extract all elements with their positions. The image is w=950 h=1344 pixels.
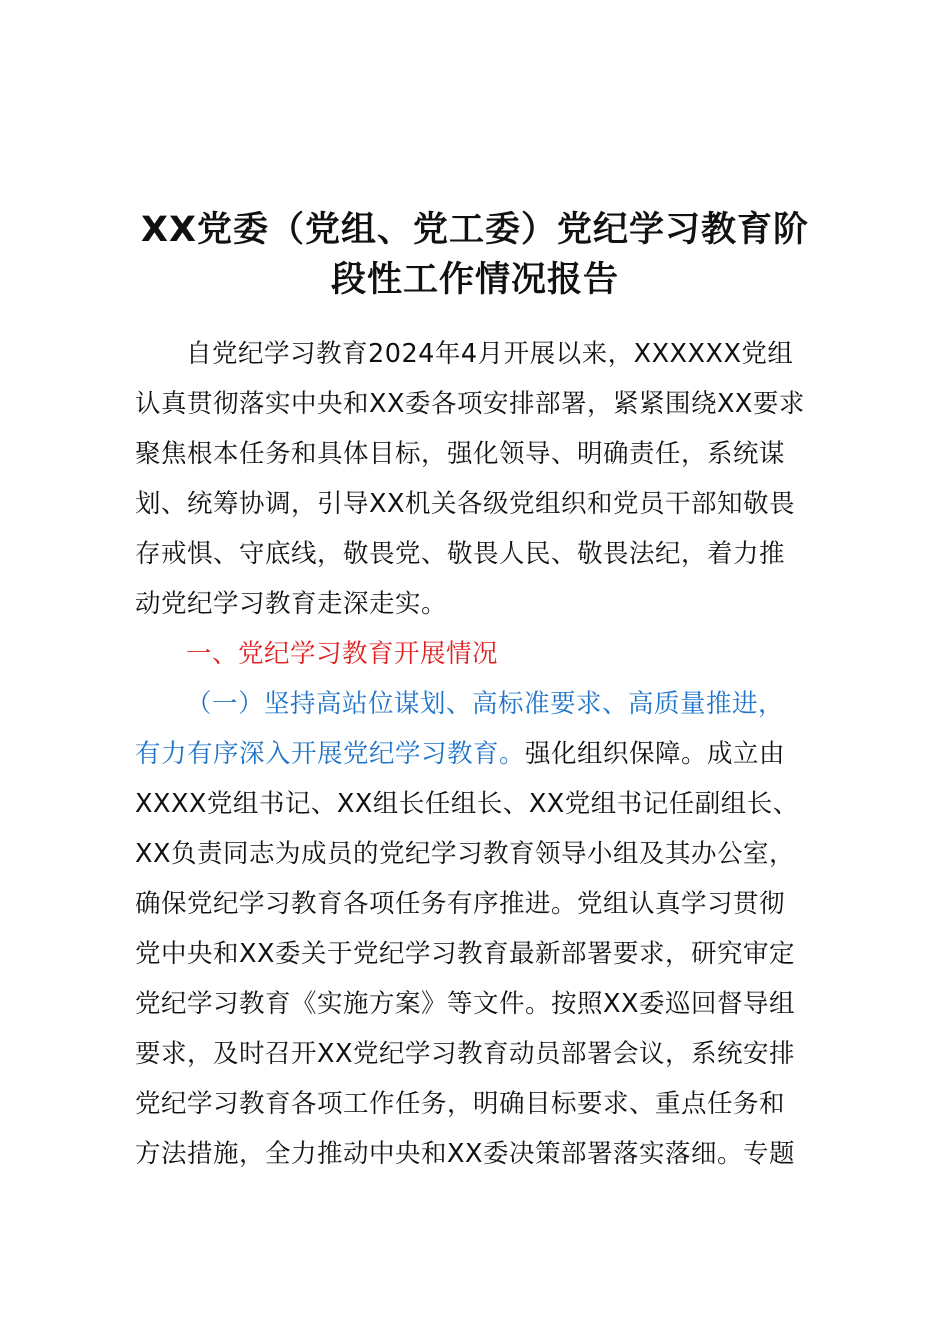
paragraph-line: 党中央和XX委关于党纪学习教育最新部署要求，研究审定 bbox=[135, 939, 795, 969]
paragraph-line: 党纪学习教育各项工作任务，明确目标要求、重点任务和 bbox=[135, 1089, 786, 1119]
paragraph-line bbox=[135, 739, 785, 769]
paragraph-line: 方法措施，全力推动中央和XX委决策部署落实落细。专题 bbox=[135, 1139, 795, 1169]
paragraph-text: 强化组织保障。成立由 bbox=[525, 739, 786, 769]
paragraph-line: 划、统筹协调，引导XX机关各级党组织和党员干部知敬畏 bbox=[135, 489, 795, 519]
paragraph-line: 动党纪学习教育走深走实。 bbox=[135, 589, 448, 619]
paragraph-line: 要求，及时召开XX党纪学习教育动员部署会议，系统安排 bbox=[135, 1039, 795, 1069]
paragraph-line: 聚焦根本任务和具体目标，强化领导、明确责任，系统谋 bbox=[135, 439, 786, 469]
subsection-heading-continued: 有力有序深入开展党纪学习教育。 bbox=[135, 739, 526, 769]
paragraph-line: XX负责同志为成员的党纪学习教育领导小组及其办公室， bbox=[135, 839, 795, 869]
paragraph-line: XXXX党组书记、XX组长任组长、XX党组书记任副组长、 bbox=[135, 789, 799, 819]
paragraph-line: 存戒惧、守底线，敬畏党、敬畏人民、敬畏法纪，着力推 bbox=[135, 539, 786, 569]
document-title-line-2: 段性工作情况报告 bbox=[330, 260, 619, 300]
paragraph-line: 确保党纪学习教育各项任务有序推进。党组认真学习贯彻 bbox=[135, 889, 786, 919]
paragraph-line: 党纪学习教育《实施方案》等文件。按照XX委巡回督导组 bbox=[135, 989, 795, 1019]
document-title-line-1: XX党委（党组、党工委）党纪学习教育阶 bbox=[141, 210, 809, 250]
subsection-heading: （一）坚持高站位谋划、高标准要求、高质量推进， bbox=[186, 689, 785, 719]
paragraph-line: 认真贯彻落实中央和XX委各项安排部署，紧紧围绕XX要求 bbox=[135, 389, 805, 419]
paragraph-line: 自党纪学习教育2024年4月开展以来，XXXXXX党组 bbox=[186, 339, 794, 369]
section-heading: 一、党纪学习教育开展情况 bbox=[186, 639, 499, 669]
